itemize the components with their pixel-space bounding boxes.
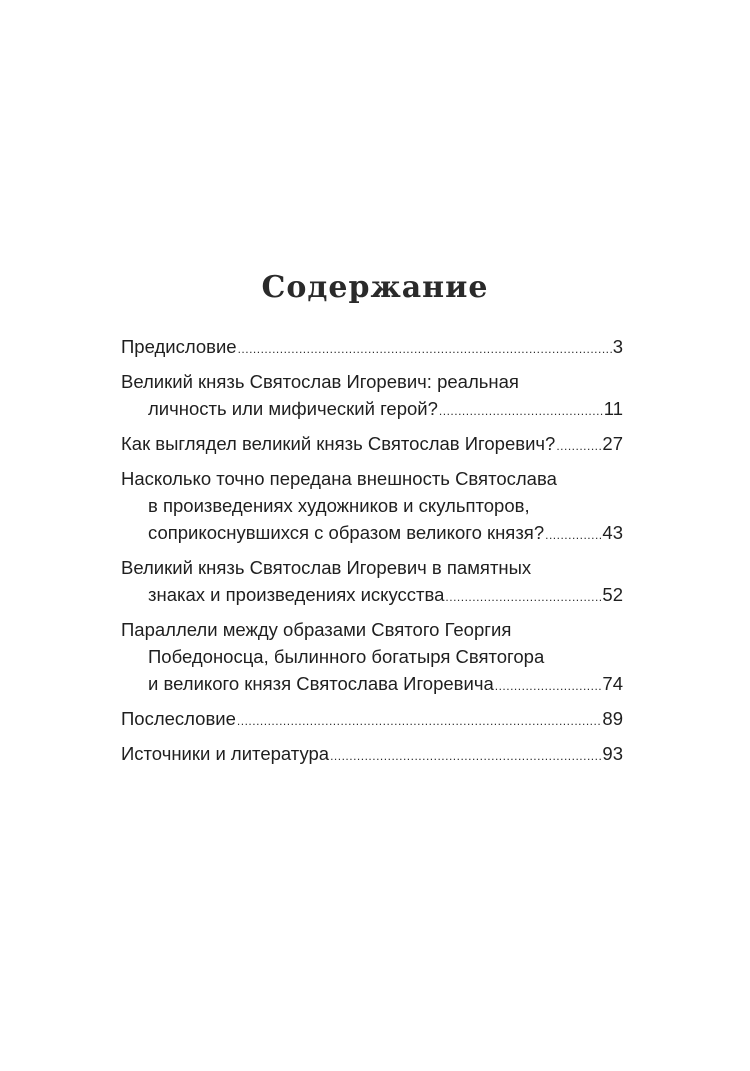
- toc-page-number: 89: [602, 708, 623, 729]
- toc-entry-text: Как выглядел великий князь Святослав Игоревич?: [121, 433, 556, 454]
- dot-leader: [238, 336, 612, 363]
- toc-entry-text: Победоносца, былинного богатыря Святогора: [148, 646, 545, 667]
- toc-entry-afterword[interactable]: [121, 705, 623, 732]
- toc-page-number: 3: [612, 336, 623, 357]
- toc-line: [121, 395, 623, 422]
- toc-line: [121, 519, 623, 546]
- toc-line: [121, 705, 623, 732]
- toc-entry-preface[interactable]: [121, 333, 623, 360]
- toc-line: [121, 643, 623, 670]
- toc-line: [121, 333, 623, 360]
- toc-page-number: 11: [603, 398, 623, 419]
- toc-line: [121, 430, 623, 457]
- dot-leader: [330, 743, 601, 770]
- table-of-contents: [121, 333, 623, 775]
- toc-entry-text: Предисловие: [121, 336, 237, 357]
- toc-line: [121, 670, 623, 697]
- toc-line: [121, 581, 623, 608]
- toc-page-number: 43: [602, 522, 623, 543]
- toc-entry-text: Великий князь Святослав Игоревич: реальная: [121, 371, 519, 392]
- toc-entry-appearance[interactable]: [121, 430, 623, 457]
- toc-entry-text: Великий князь Святослав Игоревич в памятных: [121, 557, 532, 578]
- toc-page-number: 27: [602, 433, 623, 454]
- toc-line: [121, 492, 623, 519]
- toc-entry-text: Параллели между образами Святого Георгия: [121, 619, 512, 640]
- dot-leader: [439, 398, 603, 425]
- toc-line: [121, 616, 623, 643]
- toc-entry-text: соприкоснувшихся с образом великого князя?: [148, 522, 545, 543]
- toc-line: [121, 368, 623, 395]
- dot-leader: [445, 584, 601, 611]
- toc-entry-text: в произведениях художников и скульпторов,: [148, 495, 530, 516]
- dot-leader: [495, 673, 602, 700]
- toc-entry-text: знаках и произведениях искусства: [148, 584, 445, 605]
- dot-leader: [556, 433, 601, 460]
- toc-line: [121, 465, 623, 492]
- toc-title: Содержание: [261, 270, 489, 305]
- toc-entry-sources[interactable]: [121, 740, 623, 767]
- toc-page-number: 93: [602, 743, 623, 764]
- dot-leader: [545, 522, 601, 549]
- toc-line: [121, 554, 623, 581]
- toc-entry-memorial-signs[interactable]: [121, 554, 623, 608]
- toc-page-number: 52: [602, 584, 623, 605]
- toc-entry-text: Насколько точно передана внешность Святослава: [121, 468, 557, 489]
- toc-entry-artists[interactable]: [121, 465, 623, 546]
- toc-page-number: 74: [602, 673, 623, 694]
- toc-entry-real-or-myth[interactable]: [121, 368, 623, 422]
- toc-entry-text: и великого князя Святослава Игоревича: [148, 673, 494, 694]
- dot-leader: [237, 708, 602, 735]
- toc-entry-text: личность или мифический герой?: [148, 398, 438, 419]
- toc-line: [121, 740, 623, 767]
- toc-entry-text: Источники и литература: [121, 743, 330, 764]
- toc-entry-parallels[interactable]: [121, 616, 623, 697]
- toc-entry-text: Послесловие: [121, 708, 236, 729]
